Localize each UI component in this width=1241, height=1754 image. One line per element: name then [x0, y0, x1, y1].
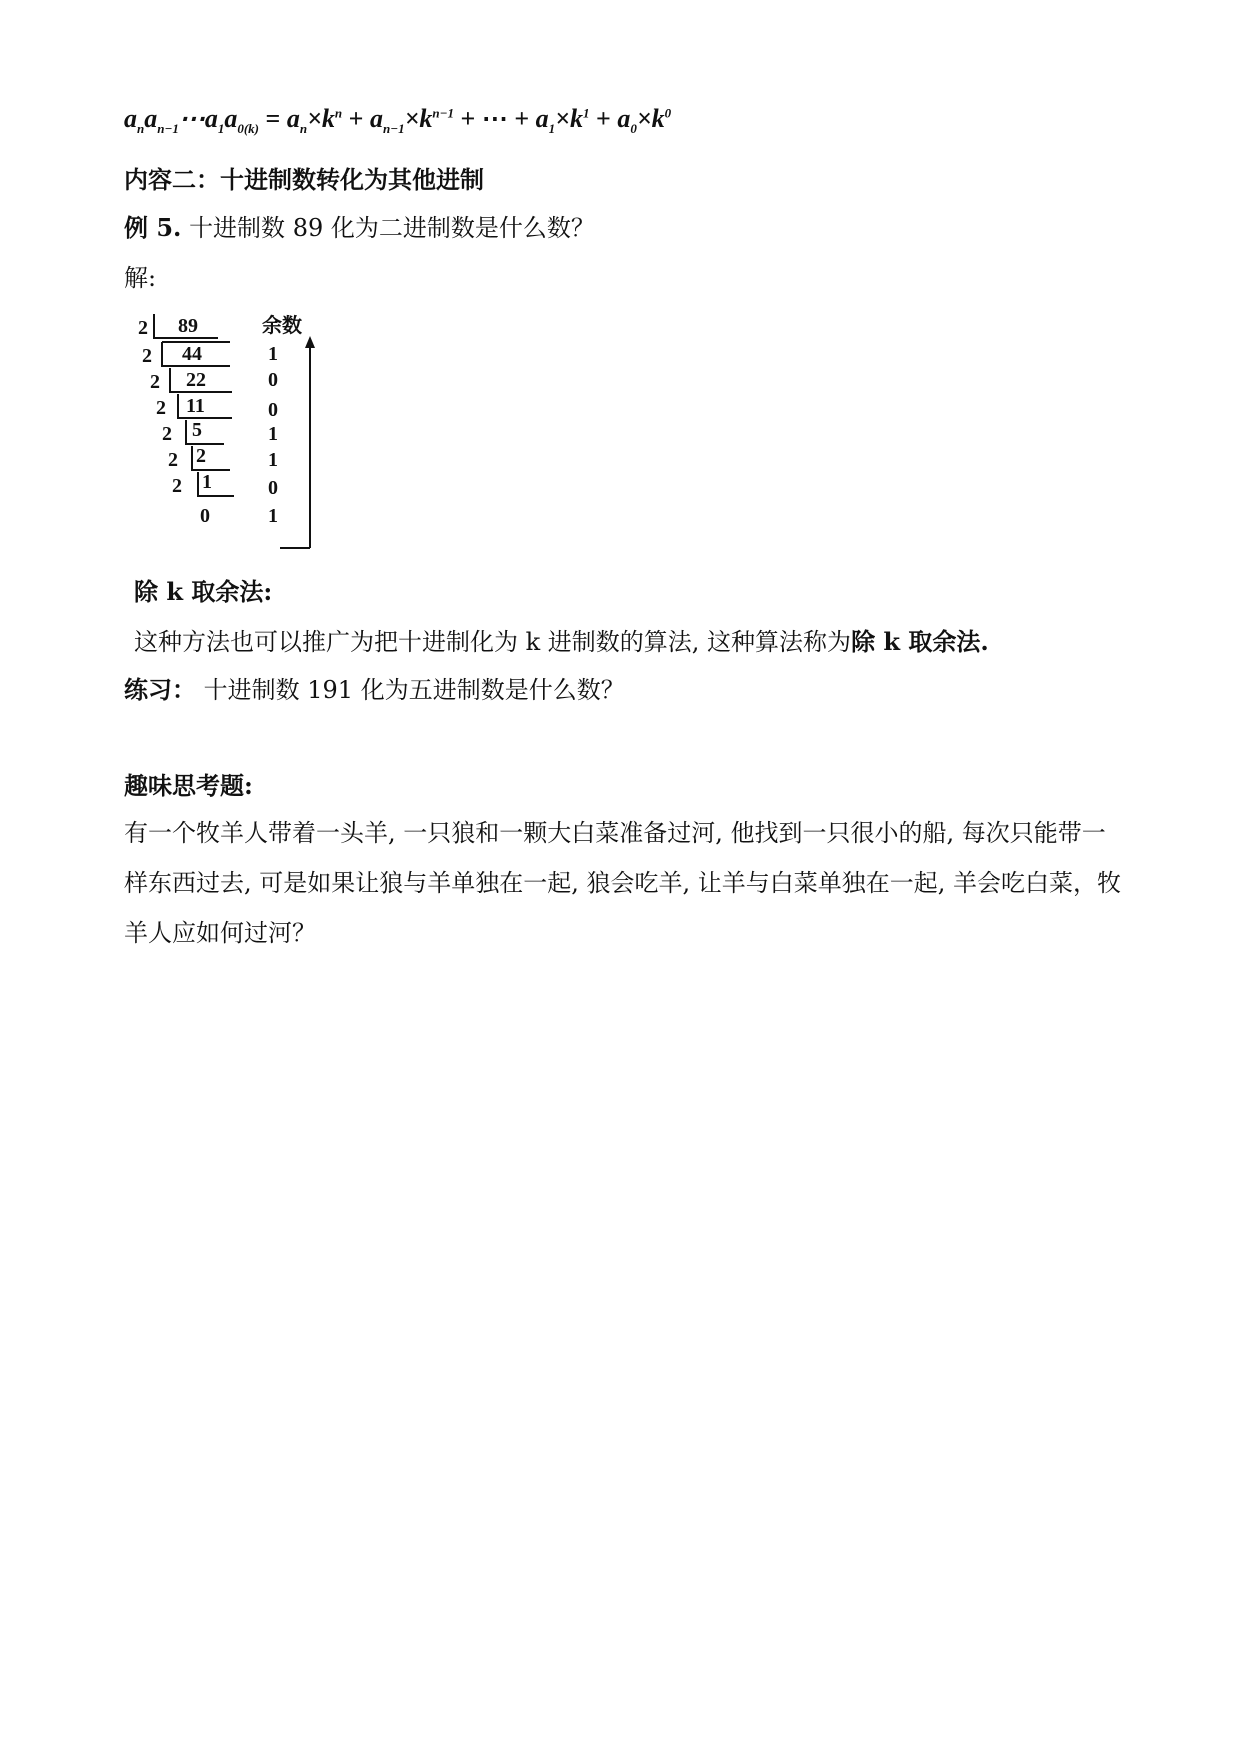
remainder: 1: [268, 423, 278, 445]
quotient: 22: [186, 369, 206, 391]
divisor: 2: [150, 371, 160, 393]
example5-label: 例 5.: [124, 213, 182, 242]
quotient: 5: [192, 419, 202, 441]
section2-title: 内容二：十进制数转化为其他进制: [124, 165, 484, 194]
example5-text: 十进制数 89 化为二进制数是什么数？: [189, 214, 595, 242]
quotient: 11: [186, 395, 205, 417]
remainder-header: 余数: [262, 315, 302, 337]
divisor: 2: [172, 475, 182, 497]
remainder: 1: [268, 505, 278, 527]
remainder: 0: [268, 477, 278, 499]
fun-question-title: 趣味思考题:: [124, 771, 253, 800]
method-text-body: 这种方法也可以推广为把十进制化为 k 进制数的算法, 这种算法称为: [134, 628, 852, 656]
divisor: 2: [138, 317, 148, 339]
exercise: [124, 674, 625, 706]
base-expansion-formula: $a_na_{n-1}\cdots a_1a_{0(k)} = a_n\times k^n + a_{n-1}\times k^{n-1}$ + ⋯ + $a_1\times k^1 + a_0\times k^0$: [124, 104, 672, 137]
exercise-text: 十进制数 191 化为五进制数是什么数？: [203, 676, 625, 704]
quotient: 44: [182, 343, 202, 365]
divisor: 2: [168, 449, 178, 471]
remainder: 0: [268, 399, 278, 421]
method-text-bold: 除 k 取余法.: [851, 627, 989, 656]
remainder: 1: [268, 343, 278, 365]
example5: [124, 212, 595, 244]
divisor: 2: [156, 397, 166, 419]
remainder: 0: [268, 369, 278, 391]
exercise-label: 练习：: [124, 675, 196, 704]
quotient: 0: [200, 505, 210, 527]
short-division-diagram: [120, 312, 360, 562]
fun-question-text: 有一个牧羊人带着一头羊, 一只狼和一颗大白菜准备过河, 他找到一只很小的船, 每次只能带一样东西过去, 可是如果让狼与羊单独在一起, 狼会吃羊, 让羊与白菜单独在一起, 羊会吃白菜，牧羊人应如何过河？: [124, 819, 1122, 947]
solution-label: 解:: [124, 264, 157, 292]
division-lines: [120, 312, 360, 562]
method-text: [134, 626, 989, 658]
quotient: 2: [196, 445, 206, 467]
quotient: 1: [202, 471, 212, 493]
divisor: 2: [142, 345, 152, 367]
quotient: 89: [178, 315, 198, 337]
divisor: 2: [162, 423, 172, 445]
remainder: 1: [268, 449, 278, 471]
method-title: 除 k 取余法:: [134, 577, 273, 606]
